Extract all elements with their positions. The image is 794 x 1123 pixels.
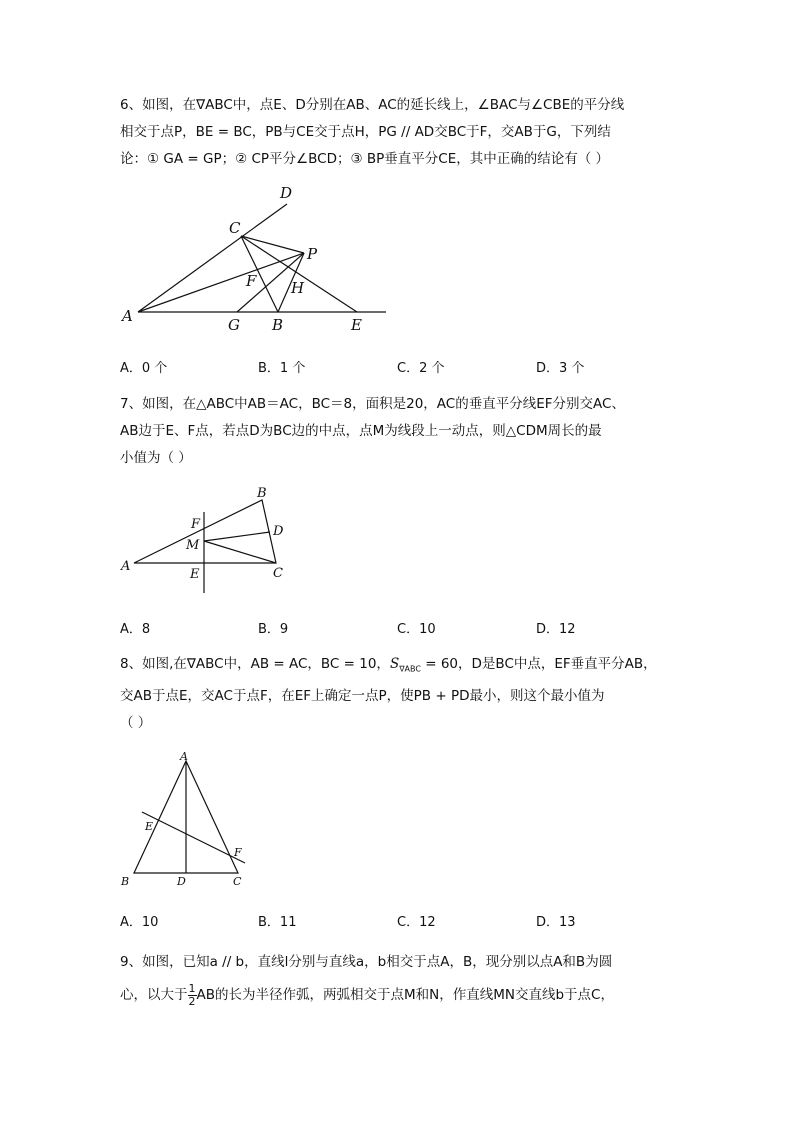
q9-line-2-end: AB的长为半径作弧，两弧相交于点M和N，作直线MN交直线b于点C，	[196, 987, 614, 1003]
q9-line-2-start: 心，以大于	[120, 987, 188, 1003]
q7-line-2: AB边于E、F点，若点D为BC边的中点，点M为线段上一动点，则△CDM周长的最	[120, 423, 602, 439]
q6-label-p: P	[307, 245, 318, 263]
q8-area-sub: ∇ABC	[399, 664, 421, 674]
q7-label-f: F	[191, 517, 201, 532]
q9-line-2	[120, 979, 680, 1012]
q7-option-d[interactable]: D．12	[536, 622, 576, 637]
q8-label-c: C	[233, 875, 242, 888]
q7-label-d: D	[273, 524, 284, 539]
q6-label-g: G	[228, 316, 240, 334]
q6-line-2: 相交于点P，BE = BC，PB与CE交于点H，PG // AD交BC于F，交AB于G，下列结	[120, 124, 611, 140]
q8-options	[120, 911, 720, 931]
q8-line-3: （ ）	[120, 714, 152, 731]
q7-line-1: 7、如图，在△ABC中AB＝AC，BC＝8，面积是20，AC的垂直平分线EF分别交AC、	[120, 396, 625, 412]
question-9	[120, 946, 680, 1012]
q7-option-b[interactable]: B．9	[258, 622, 289, 637]
q9-fraction	[188, 983, 197, 1008]
q6-option-a[interactable]: A．0 个	[120, 361, 168, 376]
q9-fraction-denominator: 2	[188, 994, 196, 1008]
q8-option-a[interactable]: A．10	[120, 915, 159, 930]
q6-label-c: C	[229, 219, 241, 237]
q8-label-b: B	[121, 875, 130, 888]
q7-line-3: 小值为（ ）	[120, 450, 192, 466]
q7-label-c: C	[273, 566, 283, 581]
q8-area-s: S	[389, 656, 400, 672]
q7-label-a: A	[121, 559, 131, 574]
q7-option-c[interactable]: C．10	[397, 622, 436, 637]
q9-fraction-numerator: 1	[188, 981, 196, 995]
q7-label-e: E	[190, 567, 200, 582]
q8-line-2: 交AB于点E，交AC于点F，在EF上确定一点P，使PB + PD最小，则这个最小值为	[120, 687, 605, 704]
q8-line-ef	[142, 812, 245, 863]
q7-label-m: M	[186, 538, 200, 553]
q8-option-d[interactable]: D．13	[536, 915, 576, 930]
q8-label-f: F	[234, 846, 242, 859]
q8-label-d: D	[177, 875, 186, 888]
q7-option-a[interactable]: A．8	[120, 622, 151, 637]
q6-label-b: B	[272, 316, 284, 334]
q6-option-c[interactable]: C．2 个	[397, 361, 445, 376]
q8-option-b[interactable]: B．11	[258, 915, 297, 930]
q6-line-1: 6、如图，在∇ABC中，点E、D分别在AB、AC的延长线上，∠BAC与∠CBE的平分线	[120, 97, 625, 113]
q8-option-c[interactable]: C．12	[397, 915, 436, 930]
q6-label-h: H	[291, 279, 305, 297]
q9-line-1: 9、如图，已知a // b，直线l分别与直线a，b相交于点A，B，现分别以点A和B为圆	[120, 954, 613, 970]
q6-label-d: D	[280, 184, 293, 202]
q6-label-a: A	[122, 307, 133, 325]
q6-line-3: 论：① GA = GP；② CP平分∠BCD；③ BP垂直平分CE，其中正确的结论有（ ）	[120, 151, 610, 167]
q8-label-a: A	[180, 750, 188, 763]
q6-label-e: E	[351, 316, 362, 334]
q6-option-b[interactable]: B．1 个	[258, 361, 306, 376]
q7-label-b: B	[257, 486, 267, 501]
q8-label-e: E	[145, 820, 154, 833]
q6-option-d[interactable]: D．3 个	[536, 361, 585, 376]
q6-label-f: F	[246, 272, 257, 290]
q8-line-1-end: = 60，D是BC中点，EF垂直平分AB，	[420, 656, 657, 672]
q8-line-1-start: 8、如图,在∇ABC中，AB = AC，BC = 10，	[120, 656, 390, 672]
